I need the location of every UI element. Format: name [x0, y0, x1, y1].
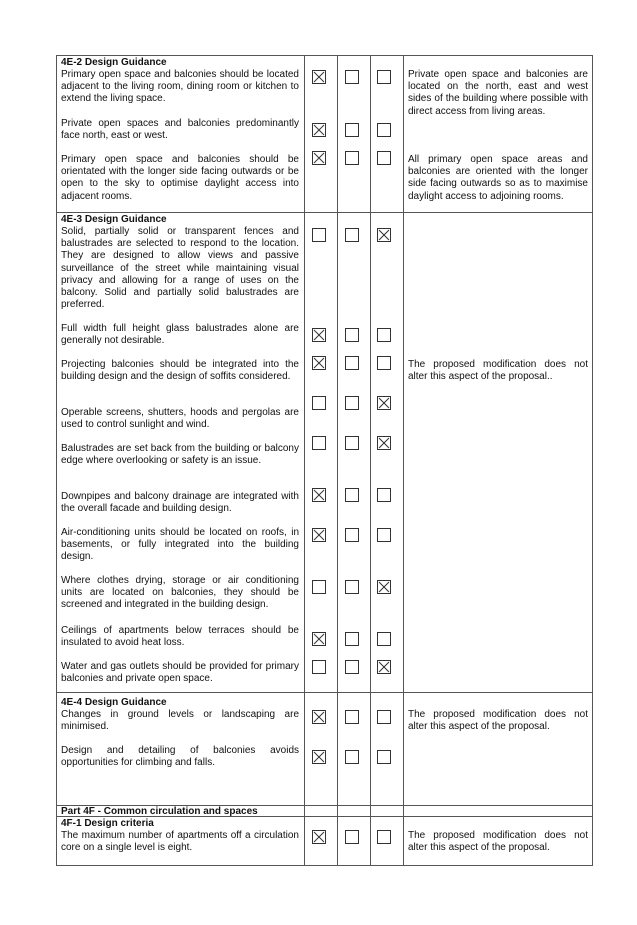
check-x-icon — [313, 633, 325, 645]
checkbox-no[interactable] — [345, 632, 359, 646]
compliance-table — [56, 55, 593, 866]
guidance-text: Primary open space and balconies should be orientated with the longer side facing outwards or be open to the sky to optimise daylight access into adjacent rooms. — [61, 154, 299, 202]
guidance-text: Operable screens, shutters, hoods and pergolas are used to control sunlight and wind. — [61, 407, 299, 431]
check-x-icon — [313, 71, 325, 83]
checkbox-no[interactable] — [345, 396, 359, 410]
column-divider — [304, 56, 305, 865]
checkbox-na[interactable] — [377, 710, 391, 724]
row-divider — [57, 212, 592, 213]
checkbox-na[interactable] — [377, 632, 391, 646]
checkbox-yes[interactable] — [312, 70, 326, 84]
checkbox-yes[interactable] — [312, 660, 326, 674]
part-heading: Part 4F - Common circulation and spaces — [61, 806, 258, 817]
checkbox-yes[interactable] — [312, 830, 326, 844]
checkbox-no[interactable] — [345, 488, 359, 502]
check-x-icon — [378, 397, 390, 409]
checkbox-na[interactable] — [377, 328, 391, 342]
checkbox-no[interactable] — [345, 70, 359, 84]
checkbox-na[interactable] — [377, 436, 391, 450]
checkbox-yes[interactable] — [312, 488, 326, 502]
checkbox-no[interactable] — [345, 228, 359, 242]
checkbox-yes[interactable] — [312, 750, 326, 764]
checkbox-no[interactable] — [345, 151, 359, 165]
checkbox-no[interactable] — [345, 356, 359, 370]
checkbox-na[interactable] — [377, 580, 391, 594]
guidance-text: Projecting balconies should be integrated into the building design and the design of soffits considered. — [61, 359, 299, 383]
guidance-text: Water and gas outlets should be provided for primary balconies and private open space. — [61, 661, 299, 685]
checkbox-na[interactable] — [377, 488, 391, 502]
comment-text: Private open space and balconies are located on the north, east and west sides of the building where possible with direct access from living areas. — [408, 69, 588, 117]
column-divider — [337, 56, 338, 865]
checkbox-na[interactable] — [377, 750, 391, 764]
guidance-text: Private open spaces and balconies predominantly face north, east or west. — [61, 118, 299, 142]
guidance-text: Air-conditioning units should be located on roofs, in basements, or fully integrated into the building design. — [61, 527, 299, 563]
checkbox-no[interactable] — [345, 436, 359, 450]
comment-text: The proposed modification does not alter this aspect of the proposal. — [408, 709, 588, 733]
guidance-text: Full width full height glass balustrades alone are generally not desirable. — [61, 323, 299, 347]
check-x-icon — [313, 529, 325, 541]
checkbox-no[interactable] — [345, 123, 359, 137]
checkbox-yes[interactable] — [312, 710, 326, 724]
checkbox-na[interactable] — [377, 70, 391, 84]
guidance-text: Changes in ground levels or landscaping are minimised. — [61, 709, 299, 733]
check-x-icon — [378, 581, 390, 593]
section-heading: 4E-3 Design Guidance — [61, 214, 167, 225]
section-heading: 4F-1 Design criteria — [61, 818, 154, 829]
checkbox-no[interactable] — [345, 660, 359, 674]
checkbox-yes[interactable] — [312, 528, 326, 542]
checkbox-no[interactable] — [345, 328, 359, 342]
checkbox-no[interactable] — [345, 580, 359, 594]
column-divider — [403, 56, 404, 865]
check-x-icon — [313, 357, 325, 369]
check-x-icon — [313, 711, 325, 723]
check-x-icon — [313, 831, 325, 843]
guidance-text: Primary open space and balconies should be located adjacent to the living room, dining room or kitchen to extend the living space. — [61, 69, 299, 105]
guidance-text: Design and detailing of balconies avoids opportunities for climbing and falls. — [61, 745, 299, 769]
checkbox-na[interactable] — [377, 123, 391, 137]
check-x-icon — [378, 229, 390, 241]
guidance-text: Where clothes drying, storage or air conditioning units are located on balconies, they should be screened and integrated in the building design. — [61, 575, 299, 611]
checkbox-na[interactable] — [377, 660, 391, 674]
check-x-icon — [313, 489, 325, 501]
checkbox-no[interactable] — [345, 750, 359, 764]
checkbox-na[interactable] — [377, 528, 391, 542]
check-x-icon — [313, 124, 325, 136]
checkbox-yes[interactable] — [312, 356, 326, 370]
guidance-text: Solid, partially solid or transparent fences and balustrades are selected to respond to the location. They are designed to allow views and passive surveillance of the street while maintaining visual privacy and allowing for a range of uses on the balcony. Solid and partially solid balustrades are preferred. — [61, 226, 299, 311]
check-x-icon — [313, 751, 325, 763]
checkbox-yes[interactable] — [312, 396, 326, 410]
section-heading: 4E-4 Design Guidance — [61, 697, 167, 708]
check-x-icon — [313, 329, 325, 341]
checkbox-na[interactable] — [377, 356, 391, 370]
checkbox-no[interactable] — [345, 710, 359, 724]
comment-text: The proposed modification does not alter this aspect of the proposal. — [408, 830, 588, 854]
section-heading: 4E-2 Design Guidance — [61, 57, 167, 68]
checkbox-yes[interactable] — [312, 151, 326, 165]
guidance-text: Ceilings of apartments below terraces should be insulated to avoid heat loss. — [61, 625, 299, 649]
checkbox-yes[interactable] — [312, 436, 326, 450]
check-x-icon — [378, 437, 390, 449]
checkbox-yes[interactable] — [312, 580, 326, 594]
checkbox-yes[interactable] — [312, 123, 326, 137]
check-x-icon — [378, 661, 390, 673]
column-divider — [370, 56, 371, 865]
checkbox-na[interactable] — [377, 151, 391, 165]
comment-text: All primary open space areas and balconies are oriented with the longer side facing outwards so as to maximise daylight access to adjoining rooms. — [408, 154, 588, 202]
checkbox-yes[interactable] — [312, 328, 326, 342]
comment-text: The proposed modification does not alter this aspect of the proposal.. — [408, 359, 588, 383]
checkbox-yes[interactable] — [312, 228, 326, 242]
checkbox-no[interactable] — [345, 528, 359, 542]
guidance-text: Downpipes and balcony drainage are integrated with the overall facade and building design. — [61, 491, 299, 515]
row-divider — [57, 692, 592, 693]
check-x-icon — [313, 152, 325, 164]
checkbox-na[interactable] — [377, 396, 391, 410]
guidance-text: The maximum number of apartments off a circulation core on a single level is eight. — [61, 830, 299, 854]
guidance-text: Balustrades are set back from the building or balcony edge where overlooking or safety is an issue. — [61, 443, 299, 467]
checkbox-yes[interactable] — [312, 632, 326, 646]
checkbox-no[interactable] — [345, 830, 359, 844]
checkbox-na[interactable] — [377, 228, 391, 242]
checkbox-na[interactable] — [377, 830, 391, 844]
